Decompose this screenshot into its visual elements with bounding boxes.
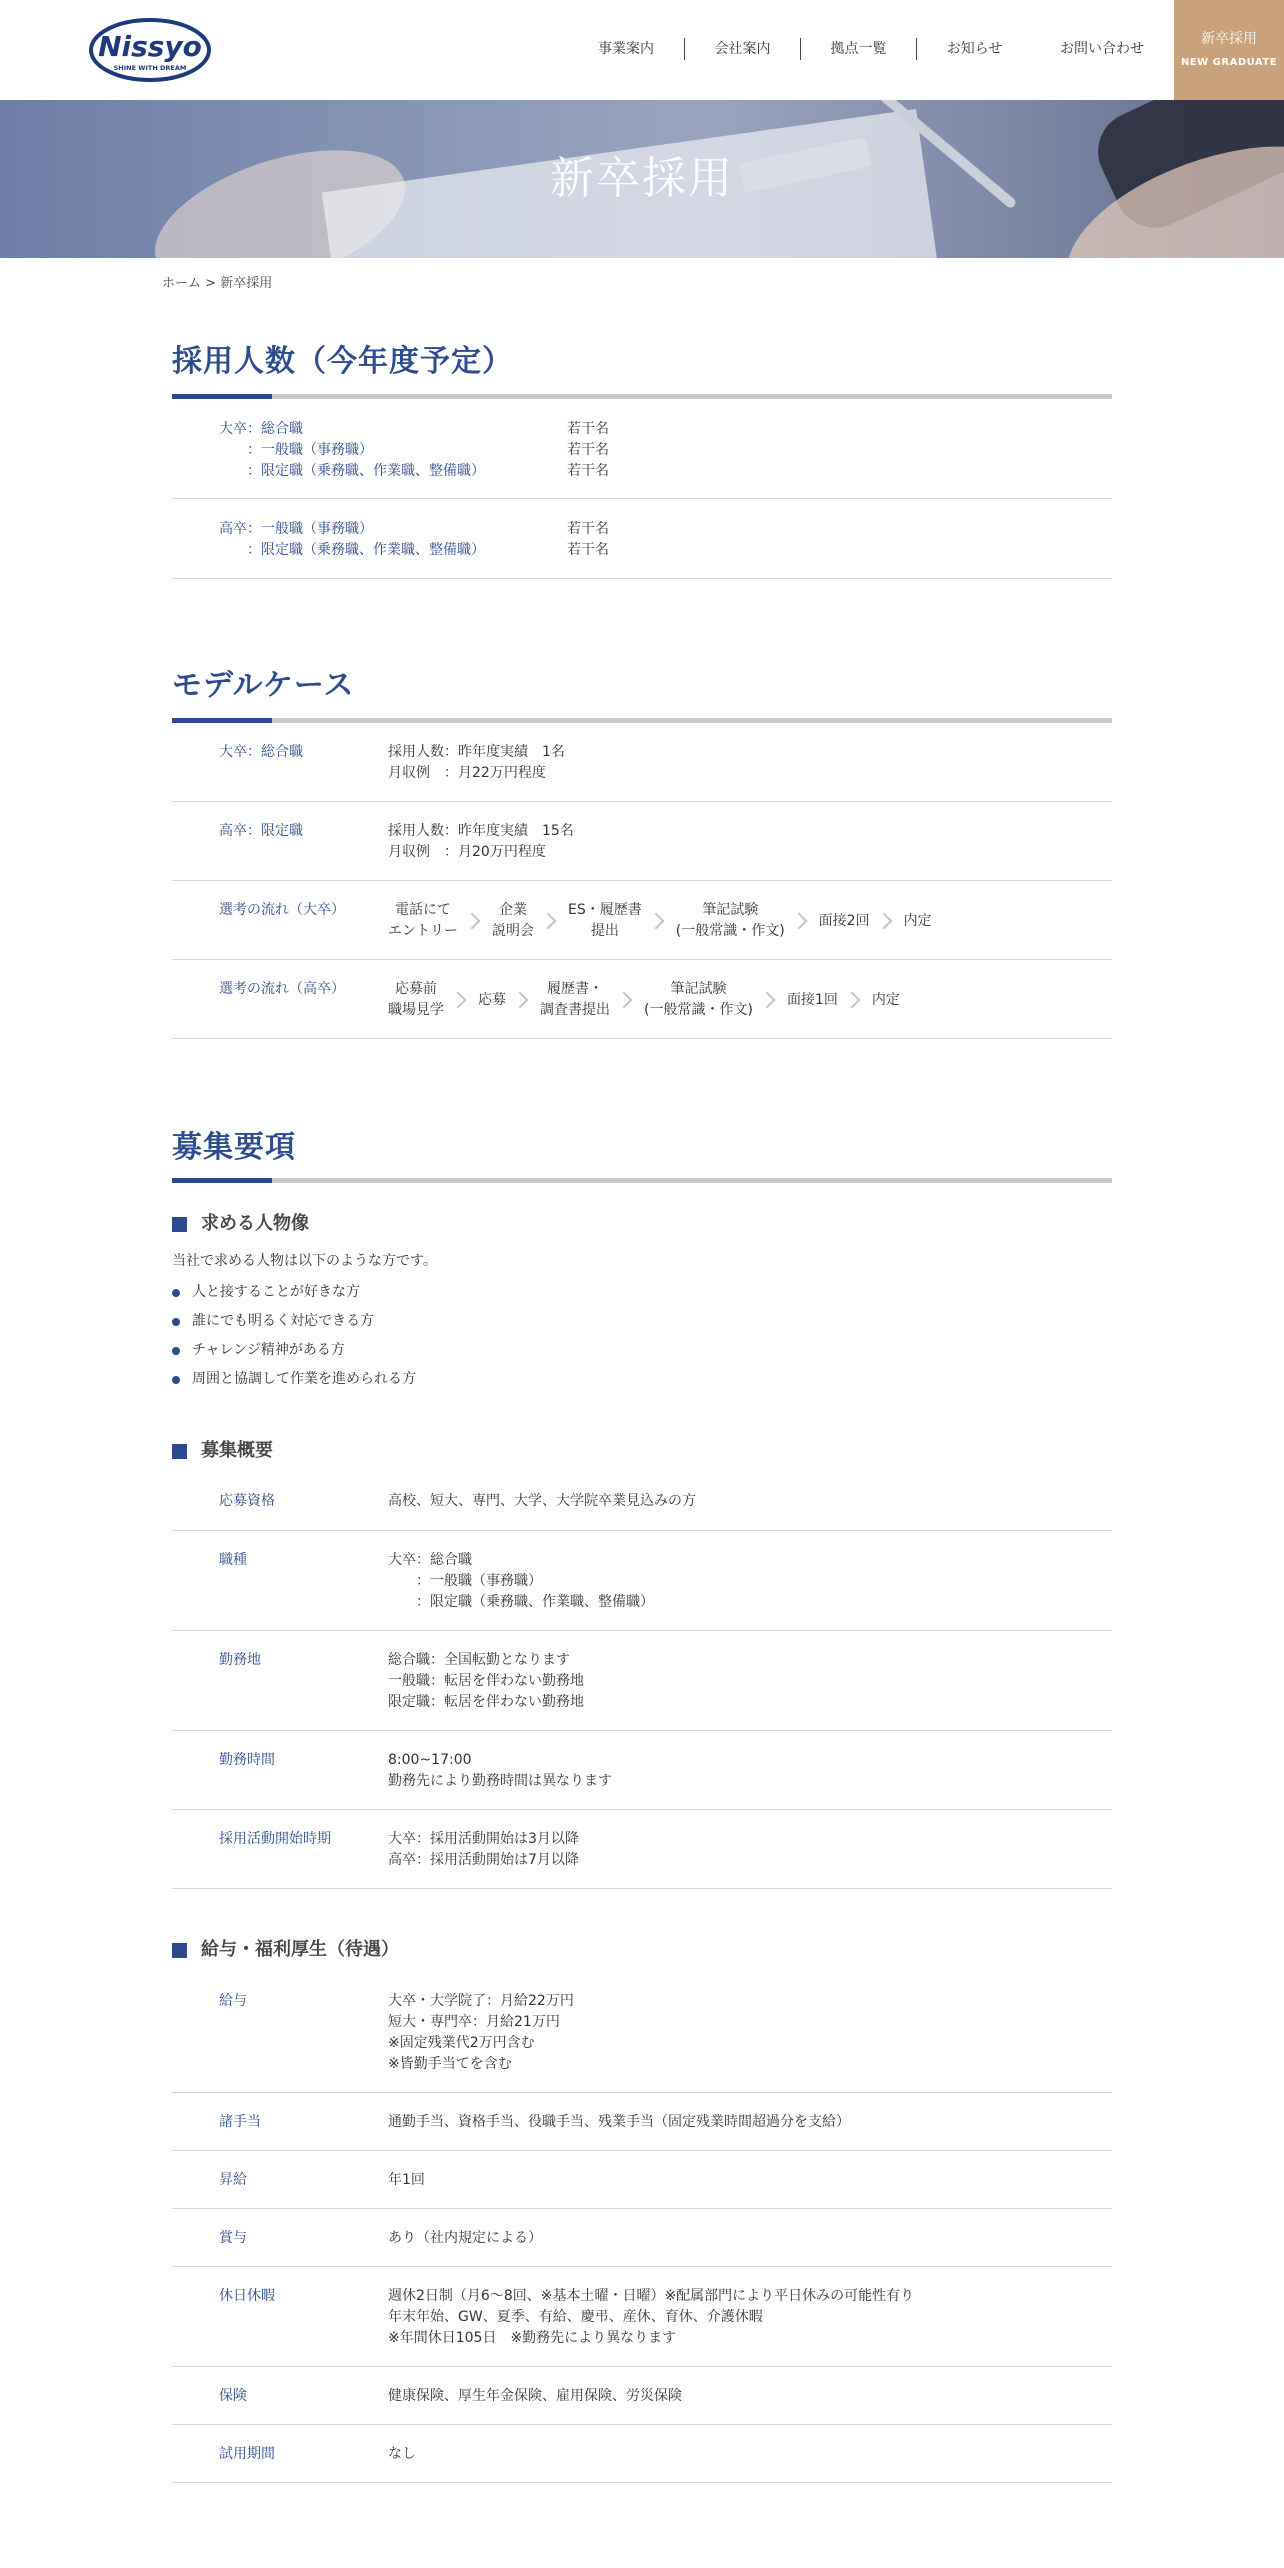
- flow-label: 選考の流れ（高卒）: [219, 981, 345, 997]
- nav-news[interactable]: お知らせ: [916, 38, 1032, 60]
- breadcrumb: [162, 274, 272, 295]
- persona-list: [172, 1278, 416, 1394]
- list-item: 周囲と協調して作業を進められる方: [172, 1365, 416, 1394]
- flow-label: 選考の流れ（大卒）: [219, 902, 345, 918]
- recruit-section-title: 募集要項: [172, 1130, 296, 1165]
- breadcrumb-home[interactable]: ホーム: [162, 276, 202, 291]
- persona-heading: 求める人物像: [172, 1210, 309, 1239]
- cta-label: 新卒採用: [1201, 31, 1257, 47]
- model-row-high: [172, 802, 1112, 881]
- flow-step: 履歴書・ 調査書提出: [540, 981, 610, 1018]
- flow-step: 内定: [871, 991, 900, 1008]
- chevron-right-icon: [758, 992, 775, 1009]
- model-values: 採用人数：昨年度実績 15名 月収例 ：月20万円程度: [388, 823, 574, 860]
- model-label: 大卒：総合職: [219, 744, 303, 760]
- hiring-labels: 大卒：総合職 ：一般職（事務職） ：限定職（乗務職、作業職、整備職）: [219, 421, 485, 479]
- selection-flow-univ: [172, 881, 1112, 960]
- model-section-title: モデルケース: [172, 668, 355, 703]
- breadcrumb-separator: >: [205, 276, 217, 291]
- persona-intro: 当社で求める人物は以下のような方です。: [172, 1253, 437, 1269]
- hiring-row-high: [172, 499, 1112, 579]
- list-item: 人と接することが好きな方: [172, 1278, 416, 1307]
- table-row: 応募資格 高校、短大、専門、大学、大学院卒業見込みの方: [172, 1472, 1112, 1531]
- hiring-section-title: 採用人数（今年度予定）: [172, 344, 513, 379]
- table-row: 昇給 年1回: [172, 2151, 1112, 2209]
- chevron-right-icon: [647, 913, 664, 930]
- chevron-right-icon: [512, 992, 529, 1009]
- hiring-values: 若干名 若干名 若干名: [567, 421, 609, 479]
- model-values: 採用人数：昨年度実績 1名 月収例 ：月22万円程度: [388, 744, 565, 781]
- model-label: 高卒：限定職: [219, 823, 303, 839]
- overview-heading: 募集概要: [172, 1437, 273, 1466]
- table-row: 勤務時間 8:00~17:00 勤務先により勤務時間は異なります: [172, 1731, 1112, 1810]
- hiring-row-univ: [172, 399, 1112, 499]
- site-header: [0, 0, 1284, 100]
- nav-locations[interactable]: 拠点一覧: [800, 38, 916, 60]
- chevron-right-icon: [450, 992, 467, 1009]
- flow-step: ES・履歴書 提出: [568, 902, 642, 939]
- flow-steps: [388, 979, 900, 1021]
- flow-step: 企業 説明会: [492, 902, 534, 939]
- table-row: 保険 健康保険、厚生年金保険、雇用保険、労災保険: [172, 2367, 1112, 2425]
- chevron-right-icon: [875, 913, 892, 930]
- breadcrumb-current: 新卒採用: [220, 276, 273, 291]
- square-bullet-icon: [172, 1217, 187, 1232]
- nav-business[interactable]: 事業案内: [598, 41, 654, 57]
- selection-flow-high: [172, 960, 1112, 1039]
- chevron-right-icon: [616, 992, 633, 1009]
- table-row: 職種 大卒：総合職 ：一般職（事務職） ：限定職（乗務職、作業職、整備職）: [172, 1531, 1112, 1631]
- table-row: 採用活動開始時期 大卒：採用活動開始は3月以降 高卒：採用活動開始は7月以降: [172, 1810, 1112, 1889]
- hero-banner: [0, 100, 1284, 258]
- model-row-univ: [172, 723, 1112, 802]
- svg-text:SHINE WITH DREAM: SHINE WITH DREAM: [113, 64, 187, 72]
- hiring-values: 若干名 若干名: [567, 521, 609, 558]
- square-bullet-icon: [172, 1943, 187, 1958]
- page-title: 新卒採用: [550, 153, 734, 204]
- flow-steps: [388, 900, 932, 942]
- svg-text:Nissyo: Nissyo: [98, 30, 202, 63]
- flow-step: 面接2回: [818, 912, 870, 929]
- list-item: チャレンジ精神がある方: [172, 1336, 416, 1365]
- flow-step: 応募前 職場見学: [388, 981, 444, 1018]
- table-row: 勤務地 総合職：全国転勤となります 一般職：転居を伴わない勤務地 限定職：転居を伴わない勤務地: [172, 1631, 1112, 1731]
- chevron-right-icon: [843, 992, 860, 1009]
- flow-step: 応募: [478, 991, 506, 1008]
- salary-heading: 給与・福利厚生（待遇）: [172, 1936, 399, 1965]
- nav-company[interactable]: 会社案内: [684, 38, 800, 60]
- nav-contact[interactable]: お問い合わせ: [1060, 41, 1144, 57]
- table-row: 諸手当 通勤手当、資格手当、役職手当、残業手当（固定残業時間超過分を支給）: [172, 2093, 1112, 2151]
- square-bullet-icon: [172, 1444, 187, 1459]
- hiring-labels: 高卒：一般職（事務職） ：限定職（乗務職、作業職、整備職）: [219, 521, 485, 558]
- global-nav: [568, 38, 1172, 60]
- table-row: 賞与 あり（社内規定による）: [172, 2209, 1112, 2267]
- flow-step: 筆記試験 (一般常識・作文): [675, 902, 785, 939]
- table-row: 休日休暇 週休2日制（月6〜8回、※基本土曜・日曜）※配属部門により平日休みの可能性有り 年末年始、GW、夏季、有給、慶弔、産休、育休、介護休暇 ※年間休日105日 ※勤務先により異なります: [172, 2267, 1112, 2367]
- flow-step: 面接1回: [786, 991, 838, 1008]
- section-rule: [172, 1178, 1112, 1183]
- cta-sub-label: NEW GRADUATE: [1180, 57, 1278, 68]
- chevron-right-icon: [540, 913, 557, 930]
- new-graduate-button[interactable]: [1174, 0, 1284, 100]
- flow-step: 筆記試験 (一般常識・作文): [644, 981, 753, 1018]
- table-row: 試用期間 なし: [172, 2425, 1112, 2483]
- list-item: 誰にでも明るく対応できる方: [172, 1307, 416, 1336]
- chevron-right-icon: [790, 913, 807, 930]
- flow-step: 内定: [903, 912, 932, 929]
- nissyo-logo[interactable]: [88, 16, 212, 84]
- flow-step: 電話にて エントリー: [388, 902, 458, 939]
- table-row: 給与 大卒・大学院了：月給22万円 短大・専門卒：月給21万円 ※固定残業代2万円含む ※皆勤手当てを含む: [172, 1972, 1112, 2093]
- chevron-right-icon: [464, 913, 481, 930]
